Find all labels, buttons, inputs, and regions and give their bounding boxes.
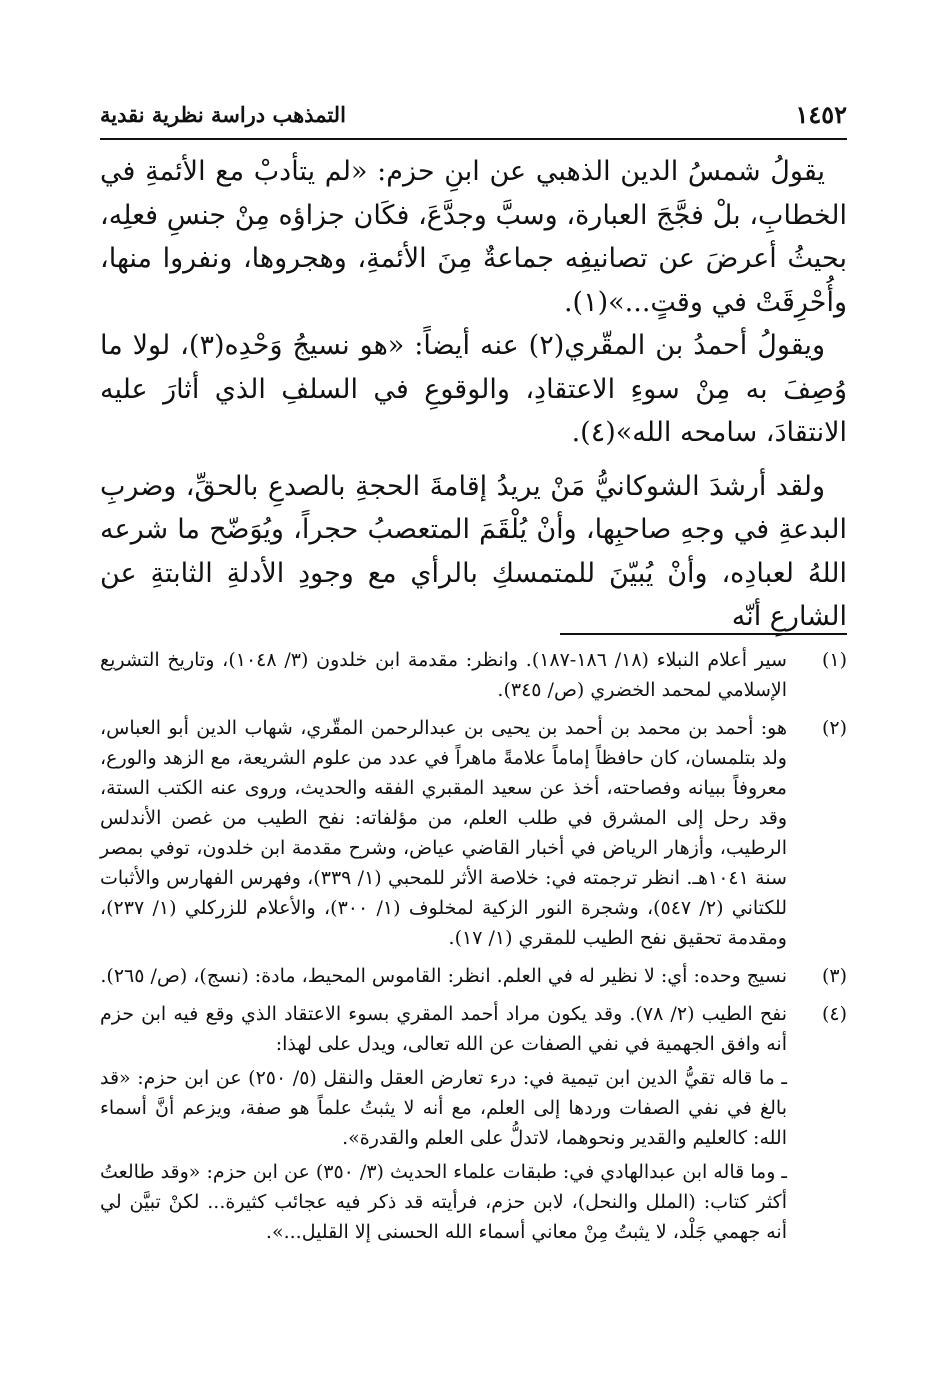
footnote-marker: (٣)	[821, 965, 847, 987]
footnote	[100, 645, 847, 705]
header-rule	[100, 138, 847, 140]
footnote-rule	[560, 633, 847, 635]
footnote-text: سير أعلام النبلاء (١٨/ ١٨٦-١٨٧). وانظر: مقدمة ابن خلدون (٣/ ١٠٤٨)، وتاريخ التشريع الإسلامي لمحمد الخضري (ص/ ٣٤٥).	[100, 649, 787, 701]
footnote-text: نفح الطيب (٢/ ٧٨). وقد يكون مراد أحمد المقري بسوء الاعتقاد الذي وقع فيه ابن حزم أنه وافق الجهمية في نفي الصفات عن الله تعالى، ويدل على لهذا:	[100, 1003, 787, 1055]
footnote-marker: (٤)	[821, 1003, 847, 1025]
paragraph: ولقد أرشدَ الشوكانيُّ مَنْ يريدُ إقامةَ الحجةِ بالصدعِ بالحقِّ، وضربِ البدعةِ في وجهِ صاحبِها، وأنْ يُلْقَمَ المتعصبُ حجراً، ويُوَضّح ما شرعه اللهُ لعبادِه، وأنْ يُبيّنَ للمتمسكِ بالرأي مع وجودِ الأدلةِ الثابتةِ عن الشارعِ أنّه	[100, 470, 847, 632]
paragraph: ويقولُ أحمدُ بن المقّري(٢) عنه أيضاً: «هو نسيجُ وَحْدِه(٣)، لولا ما وُصِفَ به مِنْ سوءِ الاعتقادِ، والوقوعِ في السلفِ الذي أثارَ عليه الانتقادَ، سامحه الله»(٤).	[100, 330, 847, 448]
footnote	[100, 999, 847, 1247]
footnote-quote: ـ وما قاله ابن عبدالهادي في: طبقات علماء الحديث (٣/ ٣٥٠) عن ابن حزم: «وقد طالعتُ أكثر كتاب: (الملل والنحل)، لابن حزم، فرأيته قد ذكر فيه عجائب كثيرة... لكنْ تبيَّن لي أنه جهمي جَلْد، لا يثبتُ مِنْ معاني أسماء الله الحسنى إلا القليل...».	[100, 1161, 787, 1243]
footnote-text: نسيج وحده: أي: لا نظير له في العلم. انظر: القاموس المحيط، مادة: (نسج)، (ص/ ٢٦٥).	[100, 965, 787, 987]
footnote-text: هو: أحمد بن محمد بن أحمد بن يحيى بن عبدالرحمن المقّري، شهاب الدين أبو العباس، ولد بتلمسان، كان حافظاً إماماً علامةً ماهراً في عدد من علوم الشريعة، مع الزهد والورع، معروفاً ببيانه وفصاحته، أخذ عن سعيد المقبري الفقه والحديث، وروى عنه الكتب الستة، وقد رحل إلى المشرق في طلب العلم، من مؤلفاته: نفح الطيب من غصن الأندلس الرطيب، وأزهار الرياض في أخبار القاضي عياض، وشرح مقدمة ابن خلدون، توفي بمصر سنة ١٠٤١هـ. انظر ترجمته في: خلاصة الأثر للمحبي (١/ ٣٣٩)، وفهرس الفهارس والأثبات للكتاني (٢/ ٥٤٧)، وشجرة النور الزكية لمخلوف (١/ ٣٠٠)، والأعلام للزركلي (١/ ٢٣٧)، ومقدمة تحقيق نفح الطيب للمقري (١/ ١٧).	[100, 717, 787, 949]
footnote	[100, 713, 847, 953]
page-header	[100, 100, 847, 136]
footnote-marker: (١)	[821, 649, 847, 671]
running-title: التمذهب دراسة نظرية نقدية	[100, 102, 346, 127]
page-number: ١٤٥٢	[795, 100, 847, 129]
footnotes	[100, 645, 847, 1255]
footnote-marker: (٢)	[821, 717, 847, 739]
main-text	[100, 150, 847, 639]
paragraph: يقولُ شمسُ الدين الذهبي عن ابنِ حزم: «لم يتأدبْ مع الأئمةِ في الخطابِ، بلْ فجَّجَ العبارة، وسبَّ وجدَّعَ، فكَان جزاؤه مِنْ جنسِ فعلِه، بحيثُ أعرضَ عن تصانيفِه جماعةٌ مِنَ الأئمةِ، وهجروها، ونفروا منها، وأُحْرِقَتْ في وقتٍ...»(١).	[100, 156, 847, 318]
footnote	[100, 961, 847, 991]
footnote-quote: ـ ما قاله تقيُّ الدين ابن تيمية في: درء تعارض العقل والنقل (٥/ ٢٥٠) عن ابن حزم: «قد بالغ في نفي الصفات وردها إلى العلم، مع أنه لا يثبتُ علماً هو صفة، ويزعم أنَّ أسماء الله: كالعليم والقدير ونحوهما، لاتدلُّ على العلم والقدرة».	[100, 1067, 787, 1149]
